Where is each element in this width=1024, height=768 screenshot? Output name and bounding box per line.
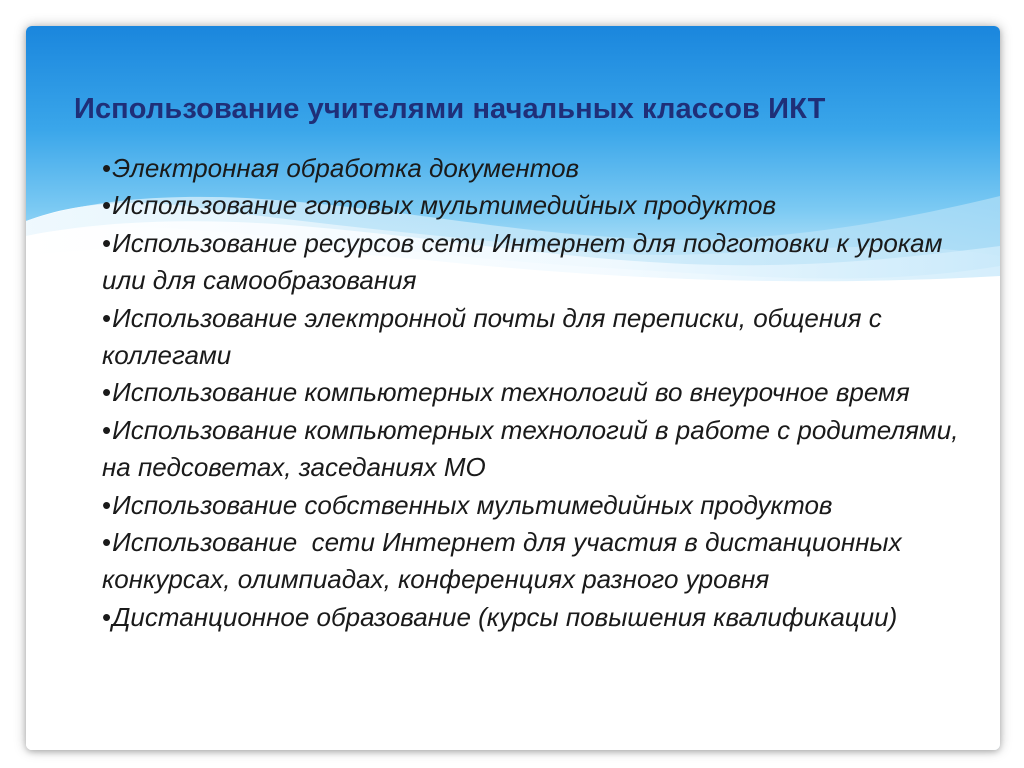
list-item <box>102 150 992 187</box>
list-item <box>102 412 992 487</box>
presentation-slide <box>26 26 1000 750</box>
list-item <box>102 487 992 524</box>
slide-title: Использование учителями начальных классов ИКТ <box>74 93 826 125</box>
bullet-icon: • <box>102 302 112 333</box>
bullet-icon: • <box>102 414 112 445</box>
list-item-text: Использование электронной почты для переписки, общения с коллегами <box>102 302 882 371</box>
bullet-icon: • <box>102 377 112 408</box>
list-item-text: Использование компьютерных технологий во внеурочное время <box>112 377 910 408</box>
list-item-text: Использование компьютерных технологий в работе с родителями, на педсоветах, заседаниях МО <box>102 414 959 483</box>
list-item <box>102 187 992 224</box>
list-item <box>102 524 992 599</box>
list-item-text: Использование собственных мультимедийных продуктов <box>112 489 833 520</box>
bullet-list <box>102 150 992 636</box>
list-item <box>102 225 992 300</box>
list-item-text: Использование сети Интернет для участия в дистанционных конкурсах, олимпиадах, конференциях разного уровня <box>102 527 909 595</box>
list-item <box>102 374 992 411</box>
list-item-text: Дистанционное образование (курсы повышения квалификации) <box>112 601 898 632</box>
bullet-icon: • <box>102 601 112 632</box>
list-item <box>102 599 992 636</box>
list-item <box>102 300 992 375</box>
bullet-icon: • <box>102 489 112 520</box>
bullet-icon: • <box>102 153 112 183</box>
bullet-icon: • <box>102 527 112 558</box>
list-item-text: Электронная обработка документов <box>112 153 580 183</box>
list-item-text: Использование ресурсов сети Интернет для подготовки к урокам или для самообразования <box>102 227 943 296</box>
bullet-icon: • <box>102 227 112 258</box>
bullet-icon: • <box>102 190 112 221</box>
list-item-text: Использование готовых мультимедийных продуктов <box>112 190 777 221</box>
